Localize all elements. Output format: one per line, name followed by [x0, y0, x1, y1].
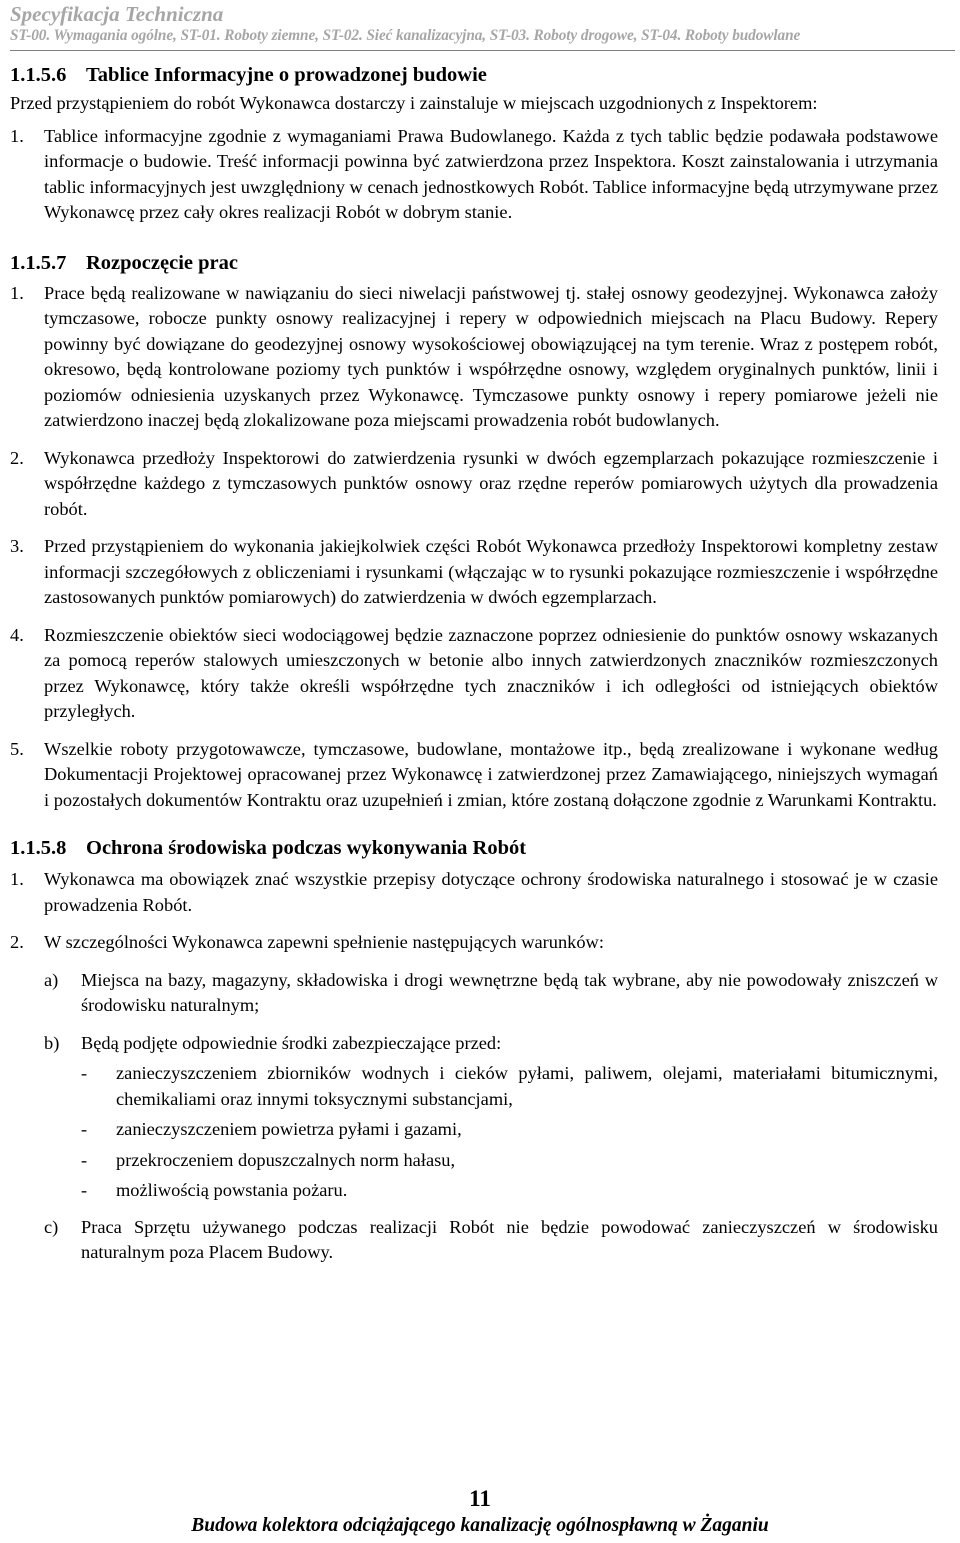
list-marker: 5. — [10, 738, 24, 759]
dash-list-item — [81, 1061, 938, 1112]
list-marker: 2. — [10, 932, 24, 952]
list-text: Rozmieszczenie obiektów sieci wodociągowej będzie zaznaczone poprzez odniesienie do punktów osnowy wskazanych za pomocą reperów stalowych umieszczonych w betonie albo innych zatwierdzonych znaczników rozmieszczonych przez Wykonawcę, który także określi współrzędne tych znaczników i ich odległości od istniejących obiektów przyległych. — [44, 624, 938, 721]
list-marker: 4. — [10, 624, 24, 645]
sub-list-marker: c) — [44, 1216, 59, 1237]
section-number: 1.1.5.8 — [10, 837, 67, 859]
list-item — [10, 534, 938, 611]
list-item — [10, 867, 938, 918]
dash-marker: - — [81, 1180, 88, 1200]
page-number: 11 — [469, 1486, 491, 1511]
page-header — [10, 0, 955, 51]
list-text: Prace będą realizowane w nawiązaniu do sieci niwelacji państwowej tj. stałej osnowy geodezyjnej. Wykonawca założy tymczasowe, robocze punkty osnowy realizacyjnej i repery w odpowiednich miejscach na Placu Budowy. Repery powinny być dowiązane do geodezyjnej osnowy wysokościowej obowiązującej na tym terenie. Wraz z postępem robót, okresowo, będą kontrolowane poziomy tych punktów i współrzędne osnowy, względem oryginalnych punktów, linii i poziomów odniesienia uzyskanych przez Wykonawcę. Tymczasowe punkty osnowy i repery pomiarowe jeżeli nie zatwierdzono inaczej będą zlokalizowane poza miejscami prowadzenia robót budowlanych. — [44, 282, 938, 430]
sub-list-marker: a) — [44, 969, 59, 990]
list-item — [10, 737, 938, 814]
list-item — [10, 930, 938, 956]
section-heading — [10, 250, 938, 276]
header-divider — [10, 50, 955, 51]
sub-list-text: Miejsca na bazy, magazyny, składowiska i drogi wewnętrzne będą tak wybrane, aby nie powodowały zniszczeń w środowisku naturalnym; — [81, 969, 938, 1015]
dash-marker: - — [81, 1063, 88, 1083]
document-body — [10, 62, 938, 1266]
list-item — [10, 281, 938, 434]
dash-marker: - — [81, 1119, 88, 1139]
sub-list-text: Praca Sprzętu używanego podczas realizacji Robót nie będzie powodować zanieczyszczeń w środowisku naturalnym poza Placem Budowy. — [81, 1216, 938, 1262]
list-text: Wykonawca przedłoży Inspektorowi do zatwierdzenia rysunki w dwóch egzemplarzach pokazujące rozmieszczenie i współrzędne każdego z tymczasowych punktów osnowy oraz rzędne reperów pomiarowych użytych dla prowadzenia robót. — [44, 447, 938, 519]
dash-list-item — [81, 1148, 938, 1174]
list-text: Przed przystąpieniem do wykonania jakiejkolwiek części Robót Wykonawca przedłoży Inspektorowi kompletny zestaw informacji szczegółowych z obliczeniami i rysunkami (włączając w to rysunki pokazujące rozmieszczenie i współrzędne zastosowanych punktów pomiarowych) do zatwierdzenia w dwóch egzemplarzach. — [44, 536, 938, 607]
section-heading — [10, 835, 938, 861]
list-item — [10, 623, 938, 725]
list-marker: 1. — [10, 869, 24, 889]
list-text: Wszelkie roboty przygotowawcze, tymczasowe, budowlane, montażowe itp., będą zrealizowane i wykonane według Dokumentacji Projektowej opracowanej przez Wykonawcę i zatwierdzonej przez Zamawiającego, niniejszych wymagań i pozostałych dokumentów Kontraktu oraz uzupełnień i zmian, które zostaną dołączone zgodnie z Warunkami Kontraktu. — [44, 738, 938, 810]
section-title: Rozpoczęcie prac — [86, 251, 238, 274]
list-marker: 2. — [10, 447, 24, 468]
dash-text: zanieczyszczeniem powietrza pyłami i gazami, — [116, 1119, 462, 1139]
sub-list-item — [44, 1031, 938, 1057]
document-subtitle: ST-00. Wymagania ogólne, ST-01. Roboty ziemne, ST-02. Sieć kanalizacyjna, ST-03. Roboty drogowe, ST-04. Roboty budowlane — [10, 27, 801, 44]
dash-text: możliwością powstania pożaru. — [116, 1180, 348, 1200]
list-text: Tablice informacyjne zgodnie z wymaganiami Prawa Budowlanego. Każda z tych tablic będzie podawała podstawowe informacje o budowie. Treść informacji powinna być zatwierdzona przez Inspektora. Koszt zainstalowania i utrzymania tablic informacyjnych jest uwzględniony w cenach jednostkowych Robót. Tablice informacyjne będą utrzymywane przez Wykonawcę przez cały okres realizacji Robót w dobrym stanie. — [44, 125, 938, 222]
sub-list-item — [44, 1215, 938, 1266]
section-number: 1.1.5.7 — [10, 251, 67, 274]
list-text: W szczególności Wykonawca zapewni spełnienie następujących warunków: — [44, 932, 604, 952]
section-heading — [10, 62, 938, 88]
list-marker: 1. — [10, 125, 24, 146]
dash-list-item — [81, 1117, 938, 1143]
dash-text: zanieczyszczeniem zbiorników wodnych i cieków pyłami, paliwem, olejami, materiałami bitumicznymi, chemikaliami oraz innymi toksycznymi substancjami, — [116, 1063, 938, 1109]
list-text: Wykonawca ma obowiązek znać wszystkie przepisy dotyczące ochrony środowiska naturalnego i stosować je w czasie prowadzenia Robót. — [44, 869, 938, 915]
list-marker: 1. — [10, 282, 24, 303]
section-title: Ochrona środowiska podczas wykonywania Robót — [86, 837, 527, 859]
sub-list-marker: b) — [44, 1032, 60, 1053]
list-item — [10, 446, 938, 523]
document-title: Specyfikacja Techniczna — [10, 2, 224, 26]
dash-list-item — [81, 1178, 938, 1204]
paragraph: Przed przystąpieniem do robót Wykonawca dostarczy i zainstaluje w miejscach uzgodnionych z Inspektorem: — [10, 93, 818, 113]
project-name: Budowa kolektora odciążającego kanalizację ogólnospławną w Żaganiu — [191, 1515, 769, 1536]
sub-list-text: Będą podjęte odpowiednie środki zabezpieczające przed: — [81, 1032, 502, 1053]
list-marker: 3. — [10, 536, 24, 556]
dash-marker: - — [81, 1149, 88, 1170]
section-title: Tablice Informacyjne o prowadzonej budowie — [86, 64, 487, 86]
dash-text: przekroczeniem dopuszczalnych norm hałasu, — [116, 1149, 456, 1170]
sub-list-item — [44, 968, 938, 1019]
list-item — [10, 124, 938, 226]
section-number: 1.1.5.6 — [10, 64, 67, 86]
